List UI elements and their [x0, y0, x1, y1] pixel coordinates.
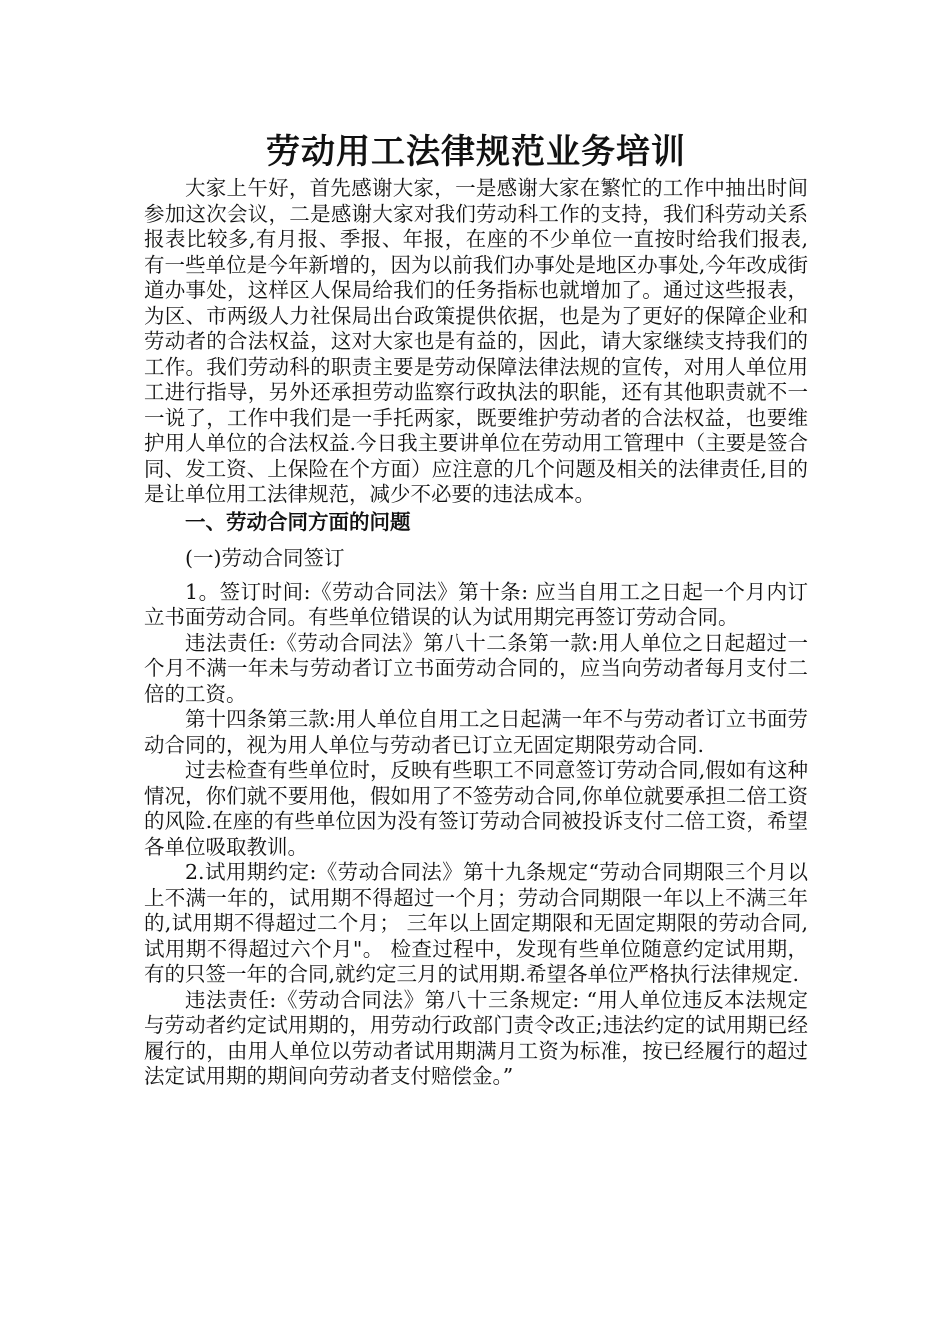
document-title: 劳动用工法律规范业务培训 — [266, 132, 686, 172]
paragraph-article-14: 第十四条第三款:用人单位自用工之日起满一年不与劳动者订立书面劳动合同的，视为用人单位与劳动者已订立无固定期限劳动合同. — [144, 707, 808, 757]
section-heading: 一、劳动合同方面的问题 — [185, 509, 411, 534]
paragraph-signing-time: 1。签订时间:《劳动合同法》第十条: 应当自用工之日起一个月内订立书面劳动合同。有些单位错误的认为试用期完再签订劳动合同。 — [144, 579, 808, 629]
document-page — [144, 128, 808, 1090]
paragraph-liability-article-82: 违法责任:《劳动合同法》第八十二条第一款:用人单位之日起超过一个月不满一年未与劳动者订立书面劳动合同的，应当向劳动者每月支付二倍的工资。 — [144, 630, 808, 706]
paragraph-liability-article-83: 违法责任:《劳动合同法》第八十三条规定: “用人单位违反本法规定与劳动者约定试用期的，用劳动行政部门责令改正;违法约定的试用期已经履行的，由用人单位以劳动者试用期满月工资为标准，按已经履行的超过法定试用期的期间向劳动者支付赔偿金。” — [144, 987, 808, 1088]
paragraph-probation-period: 2.试用期约定:《劳动合同法》第十九条规定“劳动合同期限三个月以上不满一年的，试用期不得超过一个月；劳动合同期限一年以上不满三年的,试用期不得超过二个月； 三年以上固定期限和无固定期限的劳动合同,试用期不得超过六个月"。 检查过程中，发现有些单位随意约定试用期，有的只签一年的合同,就约定三月的试用期.希望各单位严格执行法律规定. — [144, 860, 808, 986]
intro-paragraph: 大家上午好，首先感谢大家，一是感谢大家在繁忙的工作中抽出时间参加这次会议，二是感谢大家对我们劳动科工作的支持，我们科劳动关系报表比较多,有月报、季报、年报，在座的不少单位一直按时给我们报表,有一些单位是今年新增的，因为以前我们办事处是地区办事处,今年改成街道办事处，这样区人保局给我们的任务指标也就增加了。通过这些报表，为区、市两级人力社保局出台政策提供依据，也是为了更好的保障企业和劳动者的合法权益，这对大家也是有益的，因此，请大家继续支持我们的工作。我们劳动科的职责主要是劳动保障法律法规的宣传，对用人单位用工进行指导，另外还承担劳动监察行政执法的职能，还有其他职责就不一一说了，工作中我们是一手托两家，既要维护劳动者的合法权益，也要维护用人单位的合法权益.今日我主要讲单位在劳动用工管理中（主要是签合同、发工资、上保险在个方面）应注意的几个问题及相关的法律责任,目的是让单位用工法律规范，减少不必要的违法成本。 — [144, 176, 808, 506]
paragraph-inspection-notes: 过去检查有些单位时，反映有些职工不同意签订劳动合同,假如有这种情况，你们就不要用他，假如用了不签劳动合同,你单位就要承担二倍工资的风险.在座的有些单位因为没有签订劳动合同被投诉支付二倍工资，希望各单位吸取教训。 — [144, 758, 808, 859]
subsection-heading: (一)劳动合同签订 — [185, 545, 345, 570]
